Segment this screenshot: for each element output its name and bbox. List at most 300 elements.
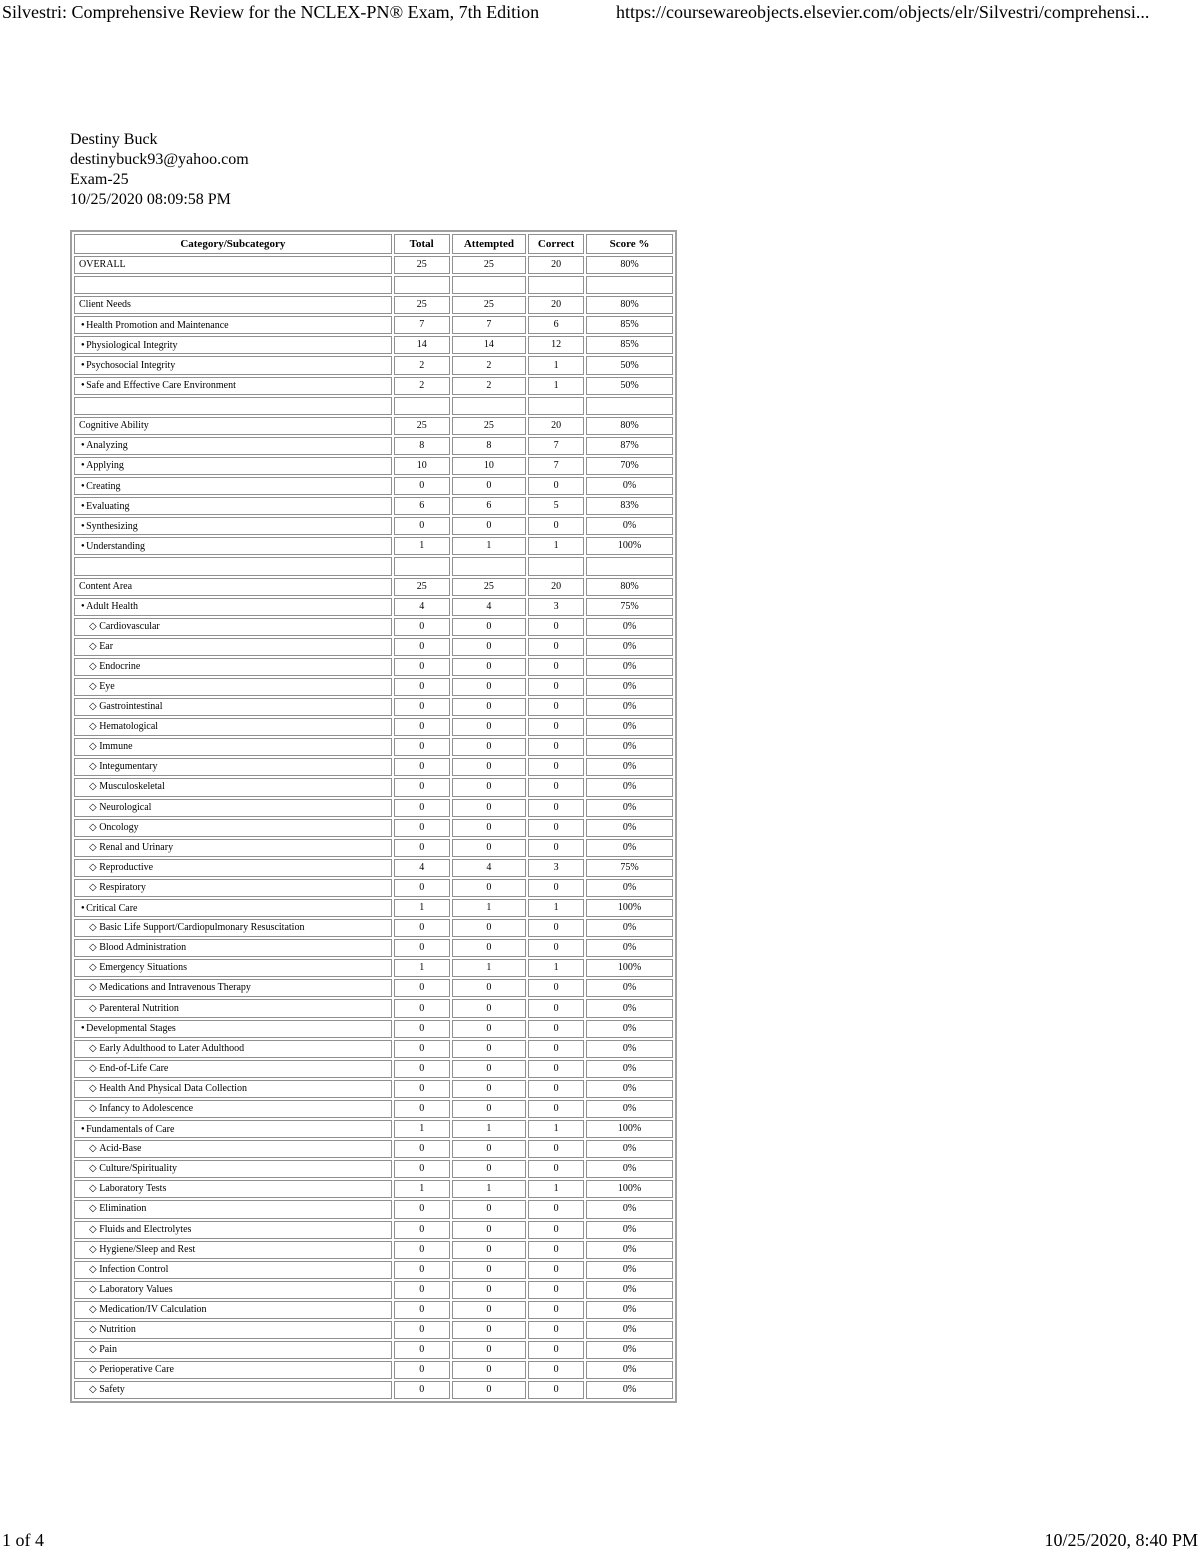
score-cell: 0% (586, 618, 673, 636)
score-cell: 0% (586, 819, 673, 837)
category-cell (74, 879, 392, 897)
table-row (74, 999, 673, 1017)
category-label: Client Needs (79, 299, 131, 311)
attempted-cell: 25 (452, 256, 527, 274)
diamond-icon (89, 701, 99, 712)
total-cell: 0 (394, 1241, 450, 1259)
table-row (74, 678, 673, 696)
score-cell: 80% (586, 296, 673, 314)
table-row (74, 1160, 673, 1178)
correct-cell: 0 (528, 1100, 584, 1118)
category-label: Reproductive (99, 861, 154, 873)
total-cell: 0 (394, 517, 450, 535)
table-row (74, 397, 673, 415)
score-cell: 80% (586, 256, 673, 274)
table-row (74, 899, 673, 917)
score-cell: 0% (586, 1200, 673, 1218)
category-label: Infancy to Adolescence (99, 1102, 194, 1114)
diamond-icon (89, 982, 99, 993)
category-cell (74, 316, 392, 334)
category-label: Analyzing (86, 440, 128, 452)
attempted-cell: 0 (452, 979, 527, 997)
score-cell (586, 276, 673, 294)
category-cell (74, 537, 392, 555)
category-cell (74, 698, 392, 716)
table-row (74, 778, 673, 796)
correct-cell: 0 (528, 477, 584, 495)
total-cell: 0 (394, 1321, 450, 1339)
total-cell (394, 557, 450, 575)
total-cell: 0 (394, 1261, 450, 1279)
correct-cell: 0 (528, 1301, 584, 1319)
attempted-cell: 0 (452, 1301, 527, 1319)
total-cell: 0 (394, 698, 450, 716)
table-row (74, 1180, 673, 1198)
score-cell: 0% (586, 1381, 673, 1399)
page-number: 1 of 4 (2, 1530, 44, 1550)
column-header-correct: Correct (528, 234, 584, 254)
category-cell (74, 979, 392, 997)
correct-cell: 12 (528, 336, 584, 354)
table-row (74, 276, 673, 294)
diamond-icon (89, 1284, 99, 1295)
table-row (74, 497, 673, 515)
category-cell (74, 999, 392, 1017)
attempted-cell: 0 (452, 839, 527, 857)
correct-cell: 0 (528, 1040, 584, 1058)
attempted-cell: 0 (452, 1341, 527, 1359)
category-cell (74, 1140, 392, 1158)
total-cell: 1 (394, 537, 450, 555)
score-cell: 0% (586, 1281, 673, 1299)
category-cell (74, 1180, 392, 1198)
category-label: Culture/Spirituality (99, 1163, 177, 1175)
table-row (74, 799, 673, 817)
correct-cell: 0 (528, 618, 584, 636)
category-label: Adult Health (86, 601, 139, 613)
correct-cell: 0 (528, 1381, 584, 1399)
category-cell (74, 1100, 392, 1118)
category-label: Cardiovascular (99, 620, 160, 632)
table-row (74, 1261, 673, 1279)
total-cell: 25 (394, 296, 450, 314)
correct-cell: 3 (528, 598, 584, 616)
total-cell: 0 (394, 1040, 450, 1058)
category-label: Medication/IV Calculation (99, 1303, 207, 1315)
attempted-cell: 0 (452, 638, 527, 656)
correct-cell: 0 (528, 1020, 584, 1038)
score-cell: 0% (586, 979, 673, 997)
column-header-category: Category/Subcategory (74, 234, 392, 254)
category-label: Acid-Base (99, 1143, 142, 1155)
column-header-score: Score % (586, 234, 673, 254)
category-cell (74, 919, 392, 937)
total-cell: 10 (394, 457, 450, 475)
total-cell: 7 (394, 316, 450, 334)
diamond-icon (89, 681, 99, 692)
diamond-icon (89, 1244, 99, 1255)
table-row (74, 336, 673, 354)
diamond-icon (89, 882, 99, 893)
category-label: Content Area (79, 580, 133, 592)
diamond-icon (89, 1264, 99, 1275)
correct-cell: 0 (528, 1160, 584, 1178)
exam-datetime: 10/25/2020 08:09:58 PM (70, 191, 231, 208)
score-cell: 100% (586, 1180, 673, 1198)
attempted-cell: 0 (452, 799, 527, 817)
total-cell: 1 (394, 959, 450, 977)
score-cell: 87% (586, 437, 673, 455)
diamond-icon (89, 822, 99, 833)
table-row (74, 1321, 673, 1339)
attempted-cell: 25 (452, 296, 527, 314)
diamond-icon (89, 1083, 99, 1094)
category-cell (74, 457, 392, 475)
total-cell: 0 (394, 1020, 450, 1038)
attempted-cell: 0 (452, 1020, 527, 1038)
table-row (74, 417, 673, 435)
total-cell: 0 (394, 658, 450, 676)
category-cell (74, 1060, 392, 1078)
user-name: Destiny Buck (70, 131, 158, 148)
correct-cell: 0 (528, 1140, 584, 1158)
diamond-icon (89, 1384, 99, 1395)
score-report-table (70, 230, 677, 1403)
print-datetime: 10/25/2020, 8:40 PM (1044, 1530, 1198, 1550)
correct-cell: 0 (528, 919, 584, 937)
category-cell (74, 1040, 392, 1058)
total-cell: 2 (394, 377, 450, 395)
correct-cell: 1 (528, 537, 584, 555)
category-label: Evaluating (86, 500, 130, 512)
category-label: Parenteral Nutrition (99, 1002, 179, 1014)
attempted-cell: 0 (452, 517, 527, 535)
score-cell: 0% (586, 939, 673, 957)
attempted-cell: 0 (452, 999, 527, 1017)
attempted-cell (452, 557, 527, 575)
category-cell (74, 658, 392, 676)
attempted-cell: 25 (452, 417, 527, 435)
category-label: Synthesizing (86, 520, 138, 532)
category-label: Laboratory Values (99, 1283, 173, 1295)
table-row (74, 477, 673, 495)
diamond-icon (89, 962, 99, 973)
correct-cell: 1 (528, 1120, 584, 1138)
table-row (74, 919, 673, 937)
category-label: Immune (99, 741, 133, 753)
table-row (74, 839, 673, 857)
table-row (74, 1200, 673, 1218)
category-cell (74, 1221, 392, 1239)
attempted-cell: 0 (452, 879, 527, 897)
correct-cell: 20 (528, 417, 584, 435)
table-row (74, 517, 673, 535)
category-cell (74, 638, 392, 656)
total-cell: 14 (394, 336, 450, 354)
correct-cell: 0 (528, 638, 584, 656)
total-cell: 0 (394, 1221, 450, 1239)
correct-cell: 0 (528, 819, 584, 837)
score-cell: 0% (586, 879, 673, 897)
table-row (74, 1040, 673, 1058)
score-cell: 70% (586, 457, 673, 475)
category-cell (74, 1301, 392, 1319)
attempted-cell: 0 (452, 1381, 527, 1399)
attempted-cell: 4 (452, 598, 527, 616)
attempted-cell: 0 (452, 718, 527, 736)
diamond-icon (89, 1063, 99, 1074)
category-label: Nutrition (99, 1324, 136, 1336)
score-cell: 85% (586, 316, 673, 334)
document-title: Silvestri: Comprehensive Review for the NCLEX-PN® Exam, 7th Edition (2, 2, 540, 22)
score-cell: 0% (586, 839, 673, 857)
attempted-cell: 0 (452, 1160, 527, 1178)
category-cell (74, 1020, 392, 1038)
category-label: Endocrine (99, 660, 141, 672)
score-cell: 0% (586, 658, 673, 676)
score-cell: 0% (586, 718, 673, 736)
diamond-icon (89, 1183, 99, 1194)
total-cell: 0 (394, 1301, 450, 1319)
score-cell: 0% (586, 799, 673, 817)
total-cell: 1 (394, 1180, 450, 1198)
correct-cell: 0 (528, 1281, 584, 1299)
table-row (74, 1020, 673, 1038)
table-row (74, 1381, 673, 1399)
attempted-cell: 0 (452, 618, 527, 636)
attempted-cell: 2 (452, 377, 527, 395)
total-cell: 25 (394, 417, 450, 435)
category-label: Understanding (86, 540, 146, 552)
table-row (74, 859, 673, 877)
total-cell: 0 (394, 839, 450, 857)
attempted-cell: 0 (452, 1040, 527, 1058)
score-cell: 0% (586, 1160, 673, 1178)
score-cell: 0% (586, 1361, 673, 1379)
attempted-cell: 8 (452, 437, 527, 455)
total-cell: 0 (394, 879, 450, 897)
attempted-cell: 1 (452, 899, 527, 917)
attempted-cell: 0 (452, 919, 527, 937)
category-cell (74, 557, 392, 575)
score-cell: 0% (586, 738, 673, 756)
score-cell: 0% (586, 1221, 673, 1239)
table-row (74, 658, 673, 676)
correct-cell: 7 (528, 457, 584, 475)
total-cell: 25 (394, 256, 450, 274)
total-cell: 0 (394, 1080, 450, 1098)
correct-cell: 0 (528, 738, 584, 756)
score-cell: 100% (586, 899, 673, 917)
correct-cell: 0 (528, 799, 584, 817)
total-cell: 1 (394, 1120, 450, 1138)
category-label: Pain (99, 1344, 117, 1356)
category-label: End-of-Life Care (99, 1062, 169, 1074)
total-cell: 0 (394, 738, 450, 756)
diamond-icon (89, 1344, 99, 1355)
diamond-icon (89, 1224, 99, 1235)
score-cell: 0% (586, 1261, 673, 1279)
attempted-cell: 1 (452, 1120, 527, 1138)
category-label: Perioperative Care (99, 1364, 174, 1376)
category-cell (74, 497, 392, 515)
table-row (74, 758, 673, 776)
score-cell (586, 397, 673, 415)
table-row (74, 537, 673, 555)
category-label: Blood Administration (99, 942, 187, 954)
total-cell: 8 (394, 437, 450, 455)
category-cell (74, 598, 392, 616)
category-cell (74, 819, 392, 837)
category-cell (74, 778, 392, 796)
category-label: Health And Physical Data Collection (99, 1082, 247, 1094)
total-cell: 0 (394, 1361, 450, 1379)
correct-cell: 1 (528, 959, 584, 977)
table-body (74, 256, 673, 1399)
category-label: Basic Life Support/Cardiopulmonary Resuscitation (99, 922, 305, 934)
category-cell (74, 1080, 392, 1098)
attempted-cell: 0 (452, 698, 527, 716)
category-label: Cognitive Ability (79, 419, 149, 431)
category-label: Musculoskeletal (99, 781, 165, 793)
diamond-icon (89, 641, 99, 652)
attempted-cell: 0 (452, 778, 527, 796)
table-row (74, 959, 673, 977)
total-cell: 0 (394, 618, 450, 636)
diamond-icon (89, 741, 99, 752)
total-cell: 0 (394, 758, 450, 776)
correct-cell (528, 276, 584, 294)
total-cell: 0 (394, 1140, 450, 1158)
score-cell: 100% (586, 537, 673, 555)
score-cell: 0% (586, 1040, 673, 1058)
category-cell (74, 758, 392, 776)
correct-cell: 0 (528, 1261, 584, 1279)
category-label: Creating (86, 480, 121, 492)
category-cell (74, 276, 392, 294)
correct-cell: 7 (528, 437, 584, 455)
attempted-cell: 0 (452, 477, 527, 495)
category-cell (74, 799, 392, 817)
total-cell: 0 (394, 477, 450, 495)
attempted-cell: 0 (452, 819, 527, 837)
category-cell (74, 1281, 392, 1299)
score-cell: 75% (586, 598, 673, 616)
diamond-icon (89, 942, 99, 953)
category-cell (74, 1120, 392, 1138)
category-cell (74, 1261, 392, 1279)
attempted-cell: 0 (452, 1261, 527, 1279)
category-label: Physiological Integrity (86, 339, 178, 351)
category-cell (74, 899, 392, 917)
total-cell: 0 (394, 1200, 450, 1218)
correct-cell (528, 557, 584, 575)
category-label: Fluids and Electrolytes (99, 1223, 192, 1235)
category-label: Ear (99, 640, 114, 652)
category-label: Emergency Situations (99, 962, 188, 974)
attempted-cell: 0 (452, 1321, 527, 1339)
category-cell (74, 377, 392, 395)
category-cell (74, 437, 392, 455)
total-cell: 0 (394, 1160, 450, 1178)
diamond-icon (89, 1163, 99, 1174)
score-cell: 0% (586, 678, 673, 696)
table-row (74, 578, 673, 596)
category-cell (74, 1341, 392, 1359)
table-row (74, 738, 673, 756)
table-row (74, 1100, 673, 1118)
correct-cell: 0 (528, 758, 584, 776)
category-cell (74, 839, 392, 857)
total-cell: 0 (394, 1100, 450, 1118)
diamond-icon (89, 661, 99, 672)
score-cell: 50% (586, 377, 673, 395)
diamond-icon (89, 1003, 99, 1014)
total-cell: 0 (394, 778, 450, 796)
score-cell: 80% (586, 417, 673, 435)
total-cell: 0 (394, 919, 450, 937)
correct-cell: 20 (528, 256, 584, 274)
score-cell: 83% (586, 497, 673, 515)
table-row (74, 1120, 673, 1138)
category-cell (74, 397, 392, 415)
table-row (74, 1241, 673, 1259)
category-cell (74, 738, 392, 756)
total-cell: 1 (394, 899, 450, 917)
category-label: Infection Control (99, 1263, 169, 1275)
category-cell (74, 1361, 392, 1379)
page-url: https://coursewareobjects.elsevier.com/objects/elr/Silvestri/comprehensi... (616, 2, 1150, 22)
correct-cell (528, 397, 584, 415)
category-label: Safe and Effective Care Environment (86, 380, 236, 392)
correct-cell: 0 (528, 1321, 584, 1339)
correct-cell: 1 (528, 899, 584, 917)
user-email: destinybuck93@yahoo.com (70, 151, 249, 168)
category-label: Developmental Stages (86, 1023, 176, 1035)
correct-cell: 0 (528, 999, 584, 1017)
attempted-cell: 1 (452, 537, 527, 555)
table-row (74, 618, 673, 636)
table-row (74, 638, 673, 656)
category-label: Integumentary (99, 761, 158, 773)
score-cell: 50% (586, 356, 673, 374)
total-cell: 0 (394, 999, 450, 1017)
category-label: Hygiene/Sleep and Rest (99, 1243, 196, 1255)
correct-cell: 0 (528, 678, 584, 696)
table-row (74, 598, 673, 616)
correct-cell: 0 (528, 879, 584, 897)
score-cell: 0% (586, 778, 673, 796)
attempted-cell: 0 (452, 758, 527, 776)
total-cell: 4 (394, 598, 450, 616)
table-row (74, 296, 673, 314)
category-label: Early Adulthood to Later Adulthood (99, 1042, 245, 1054)
correct-cell: 5 (528, 497, 584, 515)
category-cell (74, 517, 392, 535)
score-cell: 0% (586, 517, 673, 535)
category-label: Safety (99, 1384, 125, 1396)
attempted-cell: 4 (452, 859, 527, 877)
user-info (70, 130, 249, 210)
category-cell (74, 959, 392, 977)
attempted-cell: 0 (452, 1080, 527, 1098)
category-cell (74, 1321, 392, 1339)
table-row (74, 457, 673, 475)
table-row (74, 1221, 673, 1239)
category-cell (74, 336, 392, 354)
category-cell (74, 417, 392, 435)
score-cell: 0% (586, 1241, 673, 1259)
